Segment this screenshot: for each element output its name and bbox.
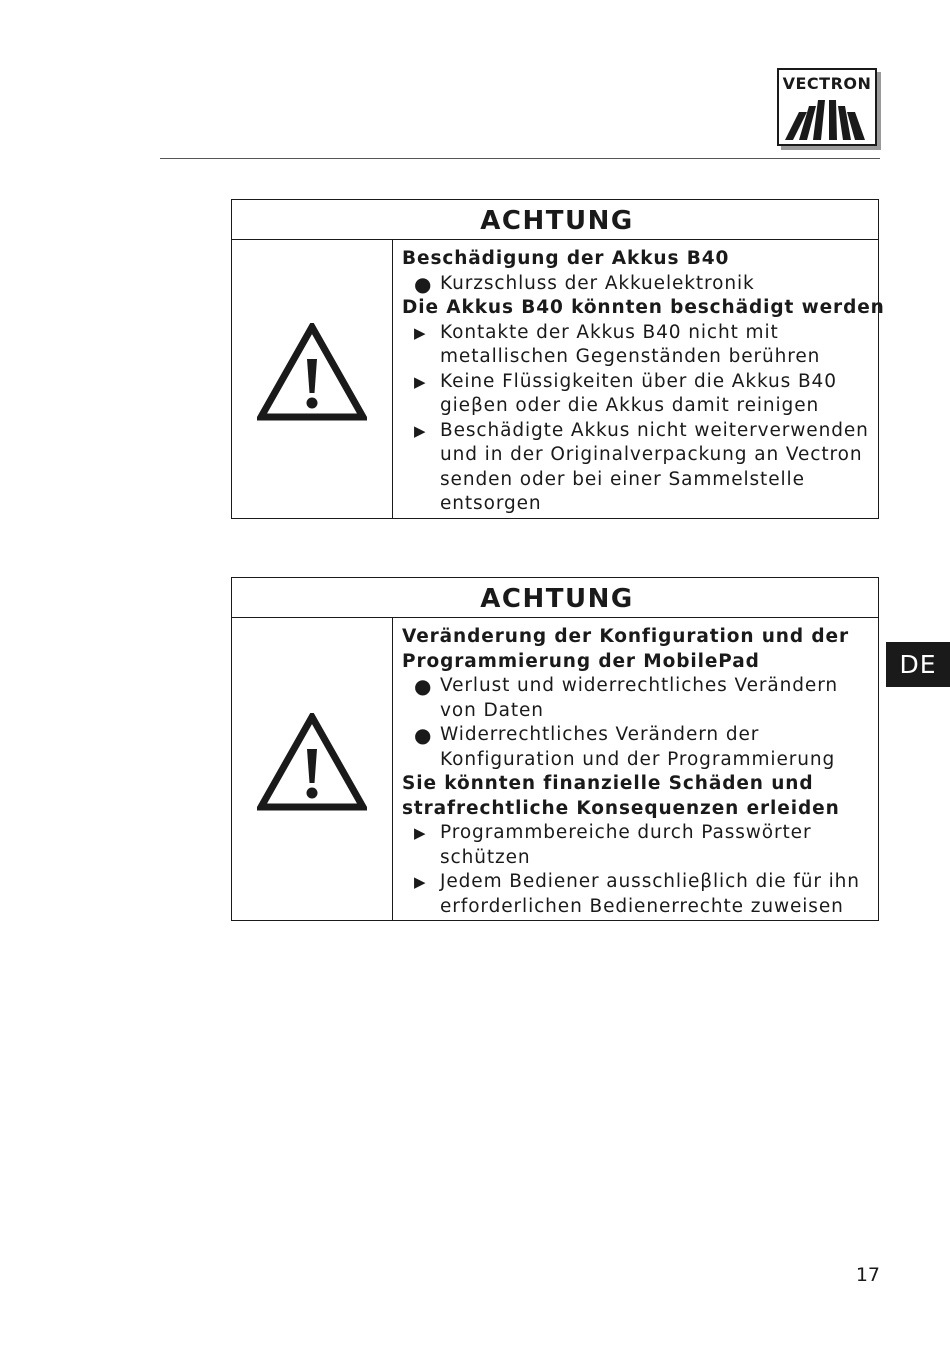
consequence-text: Kurzschluss der Akkuelektronik xyxy=(440,272,755,294)
bullet-icon: ● xyxy=(414,271,433,296)
action-line: metallischen Gegenständen berühren xyxy=(440,346,821,367)
warning-triangle-icon xyxy=(257,323,367,421)
consequence-line: Widerrechtliches Verändern der xyxy=(440,724,760,745)
effect-heading: Die Akkus B40 könnten beschädigt werden xyxy=(402,297,885,318)
warning-body xyxy=(232,618,878,920)
consequence-line: von Daten xyxy=(440,699,544,721)
consequence-item xyxy=(402,674,874,723)
consequence-line: Verlust und widerrechtliches Verändern xyxy=(440,675,839,696)
warning-triangle-icon xyxy=(257,713,367,811)
warning-icon-cell xyxy=(232,240,393,518)
action-line: Keine Flüssigkeiten über die Akkus B40 xyxy=(440,370,837,392)
action-item xyxy=(402,370,874,419)
warning-icon-cell xyxy=(232,618,393,920)
consequence-item xyxy=(402,723,874,772)
triangle-right-icon: ▶ xyxy=(414,873,427,891)
effect-heading-line: strafrechtliche Konsequenzen erleiden xyxy=(402,797,840,819)
action-line: schützen xyxy=(440,846,531,868)
warning-box-1 xyxy=(231,199,885,519)
consequence-line: Konfiguration und der Programmierung xyxy=(440,748,836,770)
hazard-heading: Beschädigung der Akkus B40 xyxy=(402,248,730,269)
effect-heading-line: Sie könnten finanzielle Schäden und xyxy=(402,773,814,794)
action-line: Beschädigte Akkus nicht weiterverwenden xyxy=(440,419,869,441)
triangle-right-icon: ▶ xyxy=(414,323,427,342)
bullet-icon: ● xyxy=(414,723,433,747)
bullet-icon: ● xyxy=(414,674,433,698)
hazard-heading-line: Veränderung der Konfiguration und der xyxy=(402,626,849,647)
action-line: erforderlichen Bedienerrechte zuweisen xyxy=(440,895,844,917)
action-line: und in der Originalverpackung an Vectron xyxy=(440,444,863,465)
vectron-logo-icon xyxy=(785,96,869,142)
page-number: 17 xyxy=(855,1264,880,1286)
vectron-logo xyxy=(777,68,877,146)
warning-body xyxy=(232,240,885,518)
warning-title: ACHTUNG xyxy=(232,200,878,240)
action-line: senden oder bei einer Sammelstelle xyxy=(440,468,805,490)
triangle-right-icon: ▶ xyxy=(414,372,427,391)
action-item xyxy=(402,821,874,870)
language-tab-de: DE xyxy=(886,642,950,687)
action-item xyxy=(402,870,874,919)
consequence-item xyxy=(402,272,874,297)
action-line: Programmbereiche durch Passwörter xyxy=(440,822,812,843)
action-item xyxy=(402,419,874,517)
warning-box-2 xyxy=(231,577,879,921)
action-line: Kontakte der Akkus B40 nicht mit xyxy=(440,321,779,343)
action-line: Jedem Bediener ausschlieβlich die für ihn xyxy=(440,871,860,892)
action-line: entsorgen xyxy=(440,493,542,514)
logo-text: VECTRON xyxy=(782,74,872,93)
warning-text xyxy=(402,625,874,919)
hazard-heading-line: Programmierung der MobilePad xyxy=(402,650,760,672)
header-rule xyxy=(160,158,880,159)
warning-text xyxy=(402,247,885,517)
action-item xyxy=(402,321,874,370)
warning-title: ACHTUNG xyxy=(232,578,878,618)
triangle-right-icon: ▶ xyxy=(414,824,427,842)
triangle-right-icon: ▶ xyxy=(414,421,427,440)
action-line: gieβen oder die Akkus damit reinigen xyxy=(440,395,820,416)
